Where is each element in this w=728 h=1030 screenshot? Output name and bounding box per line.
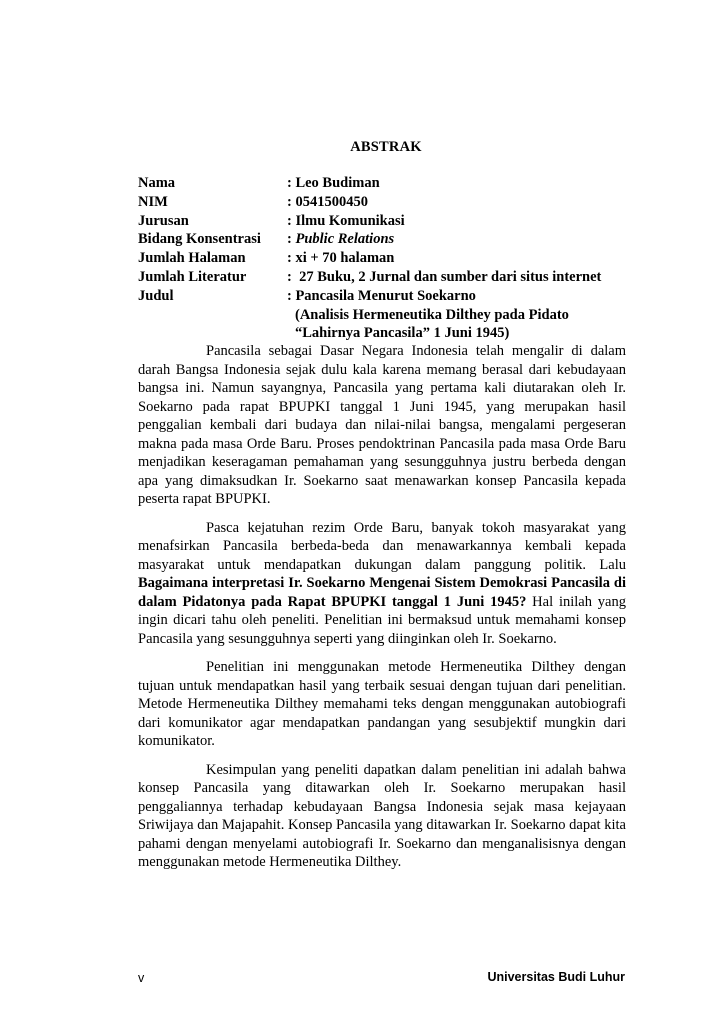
meta-value: : 27 Buku, 2 Jurnal dan sumber dari situs internet bbox=[287, 268, 602, 285]
meta-value: : xi + 70 halaman bbox=[287, 250, 395, 267]
paragraph-4: Kesimpulan yang peneliti dapatkan dalam penelitian ini adalah bahwa konsep Pancasila yang ditawarkan oleh Ir. Soekarno merupakan hasil penggaliannya terhadap kebudayaan Bangsa Indonesia sejak masa kejayaan Sriwijaya dan Majapahit. Konsep Pancasila yang ditawarkan Ir. Soekarno dapat kita pahami dengan menyelami autobiografi Ir. Soekarno dan menganalisisnya dengan menggunakan metode Hermeneutika Dilthey. bbox=[138, 761, 626, 870]
paragraph-2-text: Pasca kejatuhan rezim Orde Baru, banyak tokoh masyarakat yang menafsirkan Pancasila berbeda-beda dan menawarkannya kembali kepada masyarakat untuk mendapatkan dukungan dalam panggung politik. Lalu bbox=[138, 519, 626, 573]
meta-row-judul bbox=[138, 287, 601, 306]
meta-value-prefix: : bbox=[287, 231, 296, 248]
meta-value-italic: Public Relations bbox=[295, 231, 395, 248]
meta-label: Nama bbox=[138, 175, 176, 191]
meta-value: : Pancasila Menurut Soekarno bbox=[287, 287, 476, 304]
page-number: v bbox=[138, 971, 145, 985]
meta-row-nim bbox=[138, 193, 601, 212]
judul-continuation-line: (Analisis Hermeneutika Dilthey pada Pidato bbox=[295, 306, 569, 323]
meta-label: Bidang Konsentrasi bbox=[138, 231, 261, 248]
footer-institution: Universitas Budi Luhur bbox=[487, 970, 625, 984]
meta-label: Jumlah Halaman bbox=[138, 250, 246, 267]
metadata-block bbox=[138, 174, 601, 343]
paragraph-3: Penelitian ini menggunakan metode Hermeneutika Dilthey dengan tujuan untuk mendapatkan hasil yang terbaik sesuai dengan tujuan dari penelitian. Metode Hermeneutika Dilthey memahami teks dengan menggunakan autobiografi dari komunikator agar mendapatkan pandangan yang sesubjektif mungkin dari komunikator. bbox=[138, 659, 626, 749]
paragraph-2-text: Hal inilah yang ingin dicari tahu oleh peneliti. Penelitian ini bermaksud untuk memahami konsep Pancasila yang sesungguhnya seperti yang diinginkan oleh Ir. Soekarno. bbox=[138, 593, 626, 647]
meta-label: NIM bbox=[138, 193, 168, 210]
judul-continuation-line: “Lahirnya Pancasila” 1 Juni 1945) bbox=[295, 325, 510, 342]
paragraph-2 bbox=[138, 519, 626, 649]
meta-row-jurusan bbox=[138, 212, 601, 231]
meta-row-jumlah-literatur bbox=[138, 268, 601, 287]
abstract-body bbox=[138, 342, 626, 882]
research-question: Bagaimana interpretasi Ir. Soekarno Mengenai Sistem Demokrasi Pancasila di dalam Pidatonya pada Rapat BPUPKI tanggal 1 Juni 1945? bbox=[138, 575, 626, 610]
meta-value: : Leo Budiman bbox=[287, 175, 380, 191]
meta-value: : Ilmu Komunikasi bbox=[287, 212, 405, 229]
meta-label: Jurusan bbox=[138, 212, 189, 229]
meta-value: : 0541500450 bbox=[287, 193, 368, 210]
page-title: ABSTRAK bbox=[350, 139, 422, 155]
meta-label: Jumlah Literatur bbox=[138, 268, 247, 285]
meta-value bbox=[287, 230, 394, 249]
paragraph-1: Pancasila sebagai Dasar Negara Indonesia telah mengalir di dalam darah Bangsa Indonesia sejak dulu kala karena memang berasal dari kebudayaan bangsa ini. Namun sayangnya, Pancasila yang pertama kali diutarakan oleh Ir. Soekarno pada rapat BPUPKI tanggal 1 Juni 1945, yang merupakan hasil penggalian kembali dari budaya dan nilai-nilai bangsa, mengalami pergeseran makna pada masa Orde Baru. Proses pendoktrinan Pancasila pada masa Orde Baru menjadikan keseragaman pemahaman yang sesungguhnya justru berbeda dengan apa yang dimaksudkan Ir. Soekarno saat menawarkan konsep Pancasila kepada peserta rapat BPUPKI. bbox=[138, 343, 626, 507]
meta-row-bidang-konsentrasi bbox=[138, 230, 601, 249]
meta-row-nama bbox=[138, 174, 601, 193]
meta-row-jumlah-halaman bbox=[138, 249, 601, 268]
meta-label: Judul bbox=[138, 287, 174, 304]
